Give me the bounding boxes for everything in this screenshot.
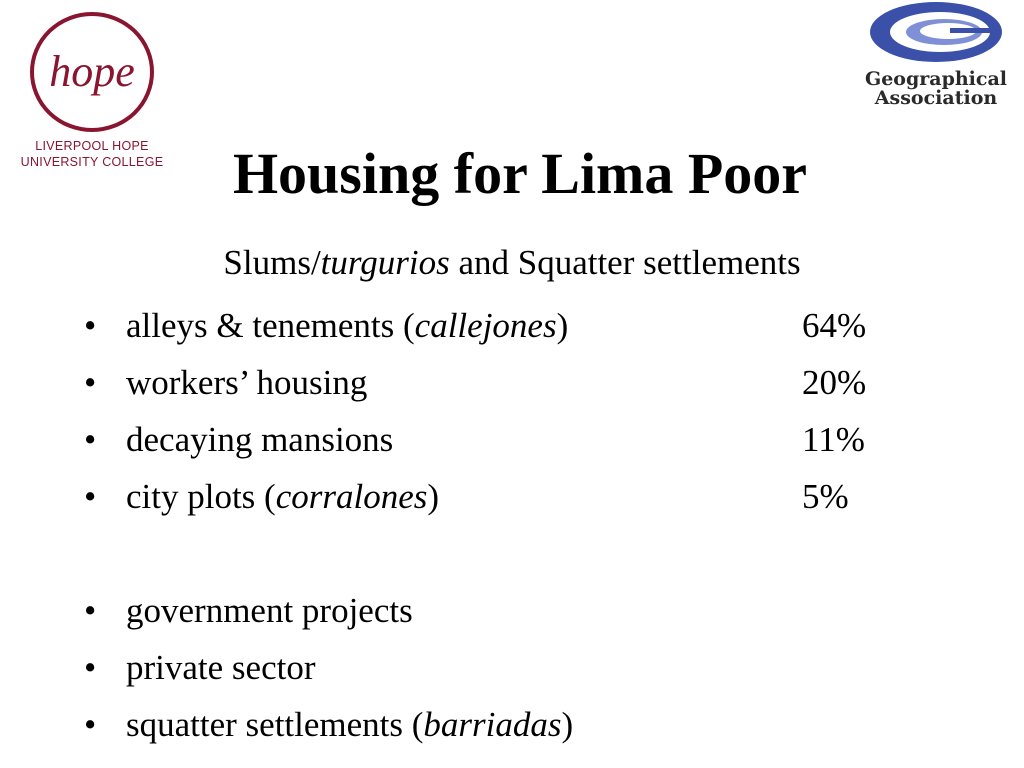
bullet-icon: • xyxy=(84,477,97,516)
item-label xyxy=(126,468,439,525)
slide-subtitle xyxy=(0,240,1024,286)
item-label xyxy=(126,411,393,468)
bullet-icon: • xyxy=(84,705,97,744)
item-label-text: squatter settlements ( xyxy=(126,705,424,744)
item-label-text: city plots ( xyxy=(126,477,276,516)
hope-emblem xyxy=(20,6,170,136)
list-item xyxy=(84,468,944,525)
item-label xyxy=(126,582,413,639)
item-percentage: 64% xyxy=(802,306,867,345)
list-item xyxy=(84,582,944,639)
ga-emblem xyxy=(866,0,1006,68)
ga-caption xyxy=(848,70,1024,108)
hope-caption-line1: LIVERPOOL HOPE xyxy=(35,139,149,153)
geographical-association-logo xyxy=(848,0,1024,120)
item-label-text: decaying mansions xyxy=(126,420,394,459)
slide-title: Housing for Lima Poor xyxy=(232,141,808,206)
hope-caption-line2: UNIVERSITY COLLEGE xyxy=(20,155,164,169)
item-label-suffix: ) xyxy=(427,477,440,516)
subtitle-text-before: Slums/ xyxy=(223,243,321,282)
list-spacer xyxy=(84,525,944,582)
item-label-text: private sector xyxy=(126,648,316,687)
list-item xyxy=(84,411,944,468)
bullet-icon: • xyxy=(84,363,97,402)
item-percentage: 11% xyxy=(802,420,865,459)
item-label-text: alleys & tenements ( xyxy=(126,306,415,345)
item-label-text: workers’ housing xyxy=(126,363,368,402)
subtitle-text-after: and Squatter settlements xyxy=(449,243,801,282)
list-item xyxy=(84,639,944,696)
ga-caption-line2: Association xyxy=(874,87,998,109)
item-label-suffix: ) xyxy=(556,306,569,345)
list-item xyxy=(84,297,944,354)
bullet-icon: • xyxy=(84,306,97,345)
item-percentage: 20% xyxy=(802,363,867,402)
housing-list xyxy=(84,297,944,753)
item-label-italic: barriadas xyxy=(423,705,562,744)
item-label xyxy=(126,297,568,354)
item-label xyxy=(126,354,367,411)
bullet-icon: • xyxy=(84,648,97,687)
item-percentage: 5% xyxy=(802,477,849,516)
list-item xyxy=(84,354,944,411)
item-label xyxy=(126,696,573,753)
hope-wordmark: hope xyxy=(49,47,135,96)
item-label-italic: callejones xyxy=(414,306,557,345)
subtitle-text-italic: turgurios xyxy=(320,243,450,282)
ga-caption-line1: Geographical xyxy=(864,68,1007,90)
item-label-text: government projects xyxy=(126,591,413,630)
bullet-icon: • xyxy=(84,591,97,630)
list-item xyxy=(84,696,944,753)
item-label-italic: corralones xyxy=(275,477,428,516)
item-label-suffix: ) xyxy=(561,705,574,744)
item-label xyxy=(126,639,316,696)
bullet-icon: • xyxy=(84,420,97,459)
